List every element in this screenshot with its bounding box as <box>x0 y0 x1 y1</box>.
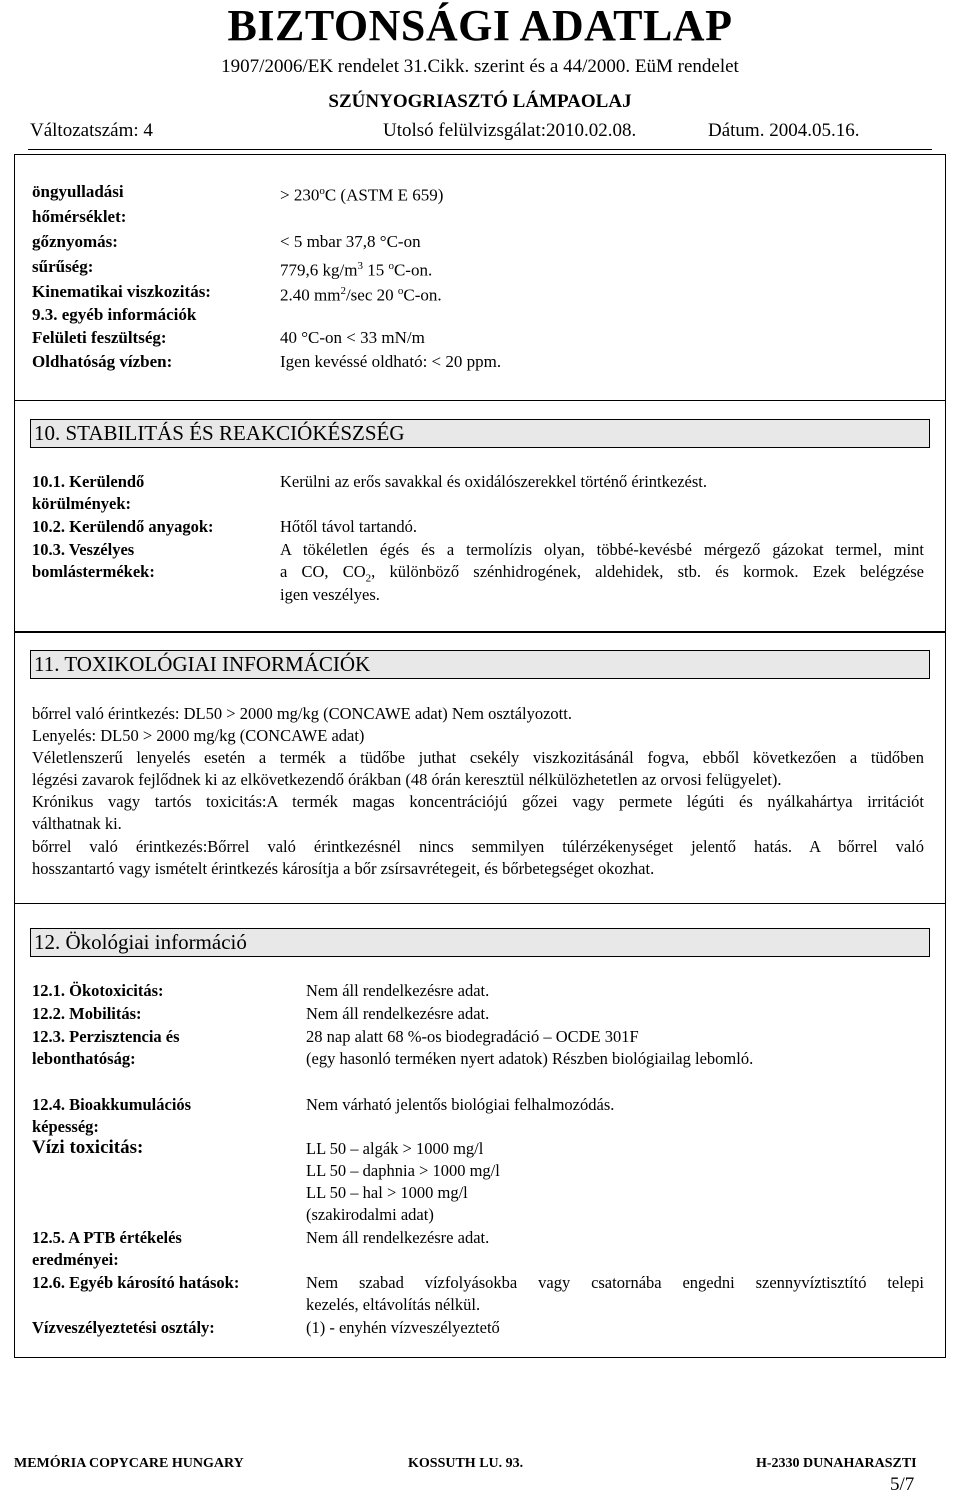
section-10-1-label-cont: körülmények: <box>32 494 131 513</box>
property-label: Kinematikai viszkozitás: <box>32 282 211 301</box>
section-10-3-label-cont: bomlástermékek: <box>32 562 155 581</box>
property-value: > $230^oC$ (ASTM E 659) <box>280 185 444 205</box>
tox-line: válthatnak ki. <box>32 814 122 833</box>
property-label: Oldhatóság vízben: <box>32 352 173 371</box>
ptb-value: Nem áll rendelkezésre adat. <box>306 1228 490 1247</box>
ptb-label: 12.5. A PTB értékelés <box>32 1228 182 1247</box>
section-10-2-label: 10.2. Kerülendő anyagok: <box>32 517 214 536</box>
property-value: 779,6 $kg/m^3$ 15 $^o$C-on. <box>280 260 433 280</box>
property-value: 2.40 $mm^2/\sec$ 20 $^o$C-on. <box>280 285 442 305</box>
persistence-value-cont: (egy hasonló terméken nyert adatok) Részben biológiailag lebomló. <box>306 1049 754 1068</box>
bioaccumulation-label: 12.4. Bioakkumulációs <box>32 1095 192 1114</box>
ecotox-label: 12.1. Ökotoxicitás: <box>32 981 164 1000</box>
document-title: BIZTONSÁGI ADATLAP <box>227 1 733 50</box>
mobility-label: 12.2. Mobilitás: <box>32 1004 142 1023</box>
section-10-title: 10. STABILITÁS ÉS REAKCIÓKÉSZSÉG <box>30 419 930 448</box>
section-11-title: 11. TOXIKOLÓGIAI INFORMÁCIÓK <box>30 650 930 679</box>
section-12-title: 12. Ökológiai információ <box>30 928 930 957</box>
regulation-line: 1907/2006/EK rendelet 31.Cikk. szerint és a 44/2000. EüM rendelet <box>221 56 739 77</box>
footer-address: KOSSUTH LU. 93. <box>408 1456 524 1471</box>
bioaccumulation-value: Nem várható jelentős biológiai felhalmozódás. <box>306 1095 615 1114</box>
water-hazard-value: (1) - enyhén vízveszélyeztető <box>306 1318 500 1337</box>
last-review-date: Utolsó felülvizsgálat:2010.02.08. <box>383 120 637 141</box>
aquatic-tox-value: LL 50 – algák > 1000 mg/l <box>306 1139 484 1158</box>
ecotox-value: Nem áll rendelkezésre adat. <box>306 981 490 1000</box>
property-value: Igen kevéssé oldható: < 20 ppm. <box>280 352 502 371</box>
version-number: Változatszám: 4 <box>30 120 153 141</box>
product-name: SZÚNYOGRIASZTÓ LÁMPAOLAJ <box>328 91 632 112</box>
section-10-1-value: Kerülni az erős savakkal és oxidálószerekkel történő érintkezést. <box>280 472 707 491</box>
section-10-3-value-line3: igen veszélyes. <box>280 585 380 604</box>
tox-line: Véletlenszerű lenyelés esetén a termék a tüdőbe juthat csekély viszkozitásánál fogva, ebből következően a tüdőben <box>32 748 924 767</box>
section-10-3-value-line2: a CO, $CO_2$, különböző szénhidrogének, aldehidek, stb. és kormok. Ezek belégzése <box>280 562 924 585</box>
property-label: gőznyomás: <box>32 232 118 251</box>
persistence-value: 28 nap alatt 68 %-os biodegradáció – OCDE 301F <box>306 1027 639 1046</box>
ptb-label-cont: eredményei: <box>32 1250 119 1269</box>
aquatic-tox-value: LL 50 – daphnia > 1000 mg/l <box>306 1161 500 1180</box>
tox-line: bőrrel való érintkezés:Bőrrel való érintkezésnél nincs semmilyen túlérzékenységet jelentő hatás. A bőrrel való <box>32 837 924 856</box>
tox-line: bőrrel való érintkezés: DL50 > 2000 mg/kg (CONCAWE adat) Nem osztályozott. <box>32 704 572 723</box>
bioaccumulation-label-cont: képesség: <box>32 1117 99 1136</box>
tox-line: légzési zavarok fejlődnek ki az elkövetkezendő órákban (48 órán keresztül nélkülözhetetlen az orvosi felügyelet). <box>32 770 782 789</box>
property-value: 40 °C-on < 33 mN/m <box>280 328 425 347</box>
other-effects-value-cont: kezelés, eltávolítás nélkül. <box>306 1295 481 1314</box>
property-value: < 5 mbar 37,8 °C-on <box>280 232 421 251</box>
section-10-2-value: Hőtől távol tartandó. <box>280 517 418 536</box>
footer-company: MEMÓRIA COPYCARE HUNGARY <box>14 1456 244 1471</box>
section-10-1-label: 10.1. Kerülendő <box>32 472 145 491</box>
footer-city: H-2330 DUNAHARASZTI <box>756 1456 917 1471</box>
tox-line: Lenyelés: DL50 > 2000 mg/kg (CONCAWE adat) <box>32 726 365 745</box>
header-rule <box>28 149 932 150</box>
aquatic-tox-value: LL 50 – hal > 1000 mg/l <box>306 1183 468 1202</box>
property-label: hőmérséklet: <box>32 207 127 226</box>
section-10-3-label: 10.3. Veszélyes <box>32 540 135 559</box>
other-effects-value: Nem szabad vízfolyásokba vagy csatornába engedni szennyvíztisztító telepi <box>306 1273 924 1292</box>
persistence-label: 12.3. Perzisztencia és <box>32 1027 180 1046</box>
persistence-label-cont: lebonthatóság: <box>32 1049 136 1068</box>
other-effects-label: 12.6. Egyéb károsító hatások: <box>32 1273 240 1292</box>
aquatic-tox-value: (szakirodalmi adat) <box>306 1205 434 1224</box>
property-label: sűrűség: <box>32 257 94 276</box>
water-hazard-label: Vízveszélyeztetési osztály: <box>32 1318 215 1337</box>
property-label: Felületi feszültség: <box>32 328 167 347</box>
aquatic-tox-label: Vízi toxicitás: <box>32 1137 144 1158</box>
property-label: öngyulladási <box>32 182 124 201</box>
document-date: Dátum. 2004.05.16. <box>708 120 860 141</box>
tox-line: Krónikus vagy tartós toxicitás:A termék magas koncentrációjú gőzei vagy permete légúti és nyálkahártya irritációt <box>32 792 924 811</box>
tox-line: hosszantartó vagy ismételt érintkezés károsítja a bőr zsírsavrétegeit, és bőrbetegséget okozhat. <box>32 859 655 878</box>
mobility-value: Nem áll rendelkezésre adat. <box>306 1004 490 1023</box>
page-number: 5/7 <box>890 1474 915 1495</box>
property-label: 9.3. egyéb információk <box>32 305 197 324</box>
section-10-3-value-line1: A tökéletlen égés és a termolízis olyan, többé-kevésbé mérgező gázokat termel, mint <box>280 540 924 559</box>
